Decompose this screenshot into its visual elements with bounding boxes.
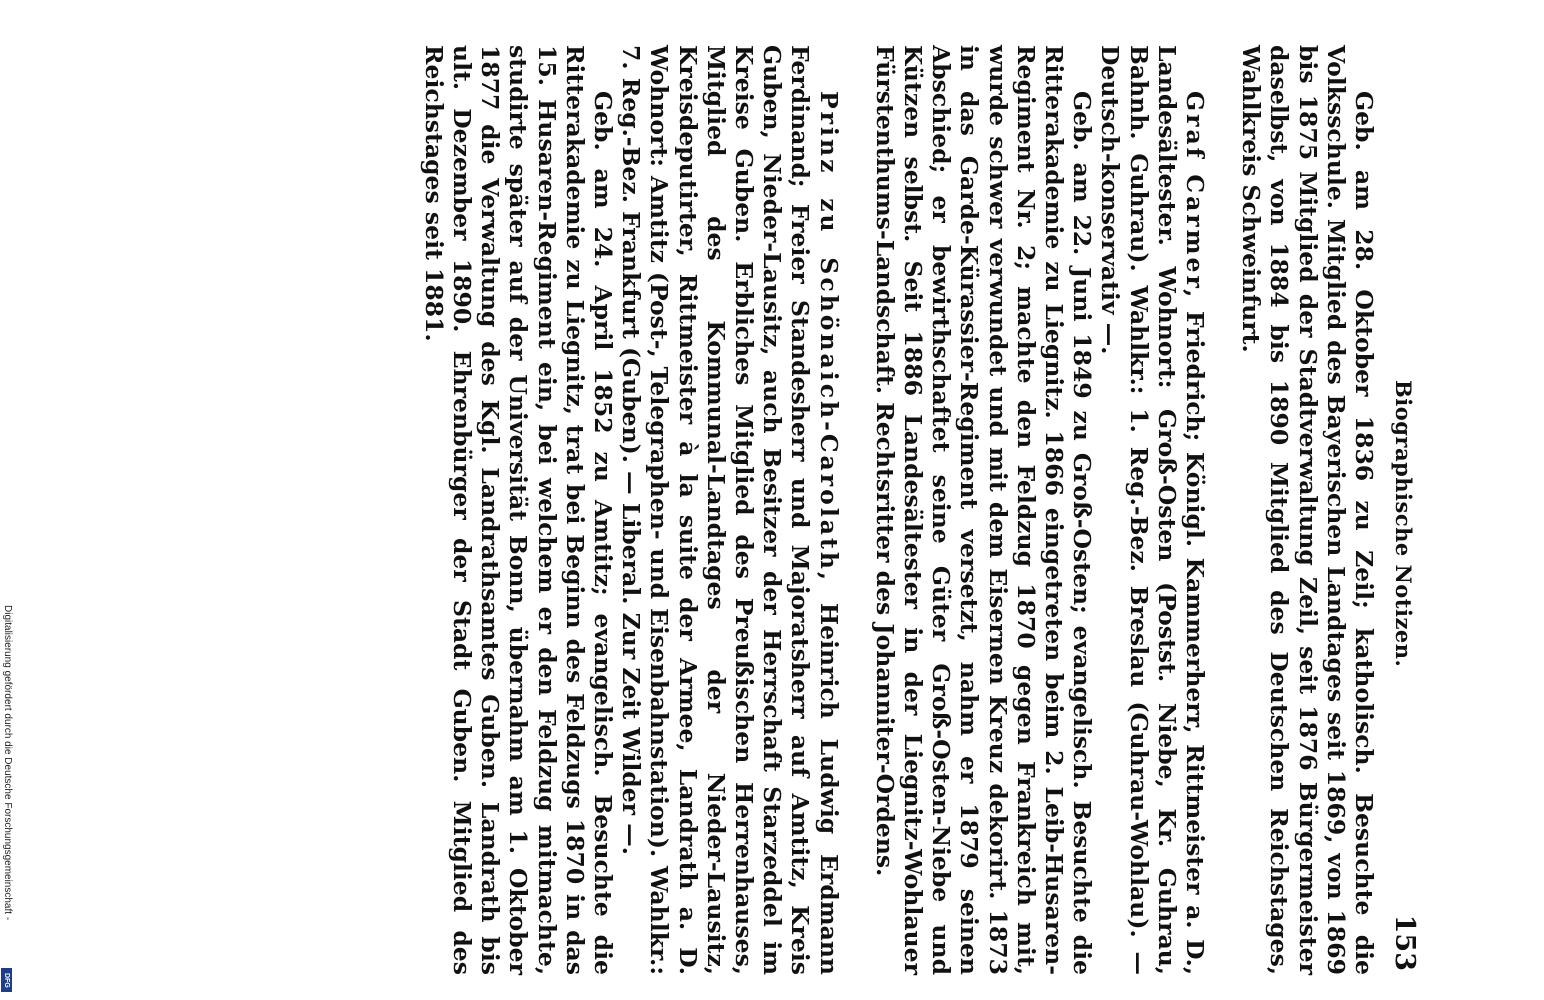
entry-biography-paragraph: Geb. am 28. Oktober 1836 zu Zeil; katholisch. Besuchte die Volksschule. Mitglied des Bayerischen Landtages seit 1869, von 1869 bis 1875 Mitglied der Stadtverwaltung Zeil, seit 1876 Bürgermeister daselbst, von 1884 bis 1890 Mitglied des Deutschen Reichstages, Wahlkreis Schweinfurt. [1237,45,1378,975]
entry-heading-paragraph [617,45,843,975]
page-number: 153 [1389,914,1420,971]
entry-schoenaich-carolath [420,45,843,975]
entry-details: Heinrich Ludwig Erdmann Ferdinand; Freier Standesherr und Majoratsherr auf Amtitz, Kreis Guben, Nieder-Lausitz, auch Besitzer der Herrschaft Starzeddel im Kreise Guben. Erbliches Mitglied des Preußischen Herrenhauses, Mitglied des Kommunal-Landtages der Nieder-Lausitz, Kreisdeputirter, Rittmeister à la suite der Armee, Landrath a. D. Wohnort: Amtitz (Post-, Telegraphen- und Eisenbahnstation). Wahlkr.: 7. Reg.-Bez. Frankfurt (Guben). — Liberal. Zur Zeit Wilder —. [617,45,843,975]
entry-separator [843,45,871,975]
dfg-logo: DFG [1,968,12,992]
entry-biography-paragraph: Geb. am 22. Juni 1849 zu Groß-Osten; evangelisch. Besuchte die Ritterakademie zu Liegnitz. 1866 eingetreten beim 2. Leib-Husaren-Regiment Nr. 2; machte den Feldzug 1870 gegen Frankreich mit, wurde schwer verwundet und mit dem Eisernen Kreuz dekorirt. 1873 in das Garde-Kürassier-Regiment versetzt, nahm er 1879 seinen Abschied; er bewirthschaftet seine Güter Groß-Osten-Niebe und Kützen selbst. Seit 1886 Landesältester in der Liegnitz-Wohlauer Fürstenthums-Landschaft. Rechtsritter des Johanniter-Ordens. [870,45,1097,975]
entry-name: Prinz zu Schönaich-Carolath, [814,91,843,584]
entry-graf-carmer [871,45,1209,975]
digitization-credit: Digitalisierung gefördert durch die Deutsche Forschungsgemeinschaft - [2,605,13,921]
entry-biography-paragraph: Geb. am 24. April 1852 zu Amtitz; evangelisch. Besuchte die Ritterakademie zu Liegnitz, trat bei Beginn des Feldzugs 1870 in das 15. Husaren-Regiment ein, bei welchem er den Feldzug mitmachte, studirte später auf der Universität Bonn, übernahm am 1. Oktober 1877 die Verwaltung des Kgl. Landrathsamtes Guben. Landrath bis ult. Dezember 1890. Ehrenbürger der Stadt Guben. Mitglied des Reichstages seit 1881. [419,45,617,975]
entry-separator [1209,45,1237,975]
rotated-page-content [120,45,1420,975]
page-header [1382,45,1420,975]
entry-continuation [1237,45,1378,975]
body-text [420,45,1383,975]
entry-details: Friedrich; Königl. Kammerherr, Rittmeister a. D., Landesältester. Wohnort: Groß-Osten (Postst. Niebe, Kr. Guhrau, Bahnh. Guhrau). Wahlkr.: 1. Reg.-Bez. Breslau (Guhrau-Wohlau). — Deutsch-konservativ —. [1096,45,1209,975]
entry-heading-paragraph [1096,45,1209,975]
entry-name: Graf Carmer, [1180,91,1209,301]
running-head: Biographische Notizen. [1391,380,1416,668]
